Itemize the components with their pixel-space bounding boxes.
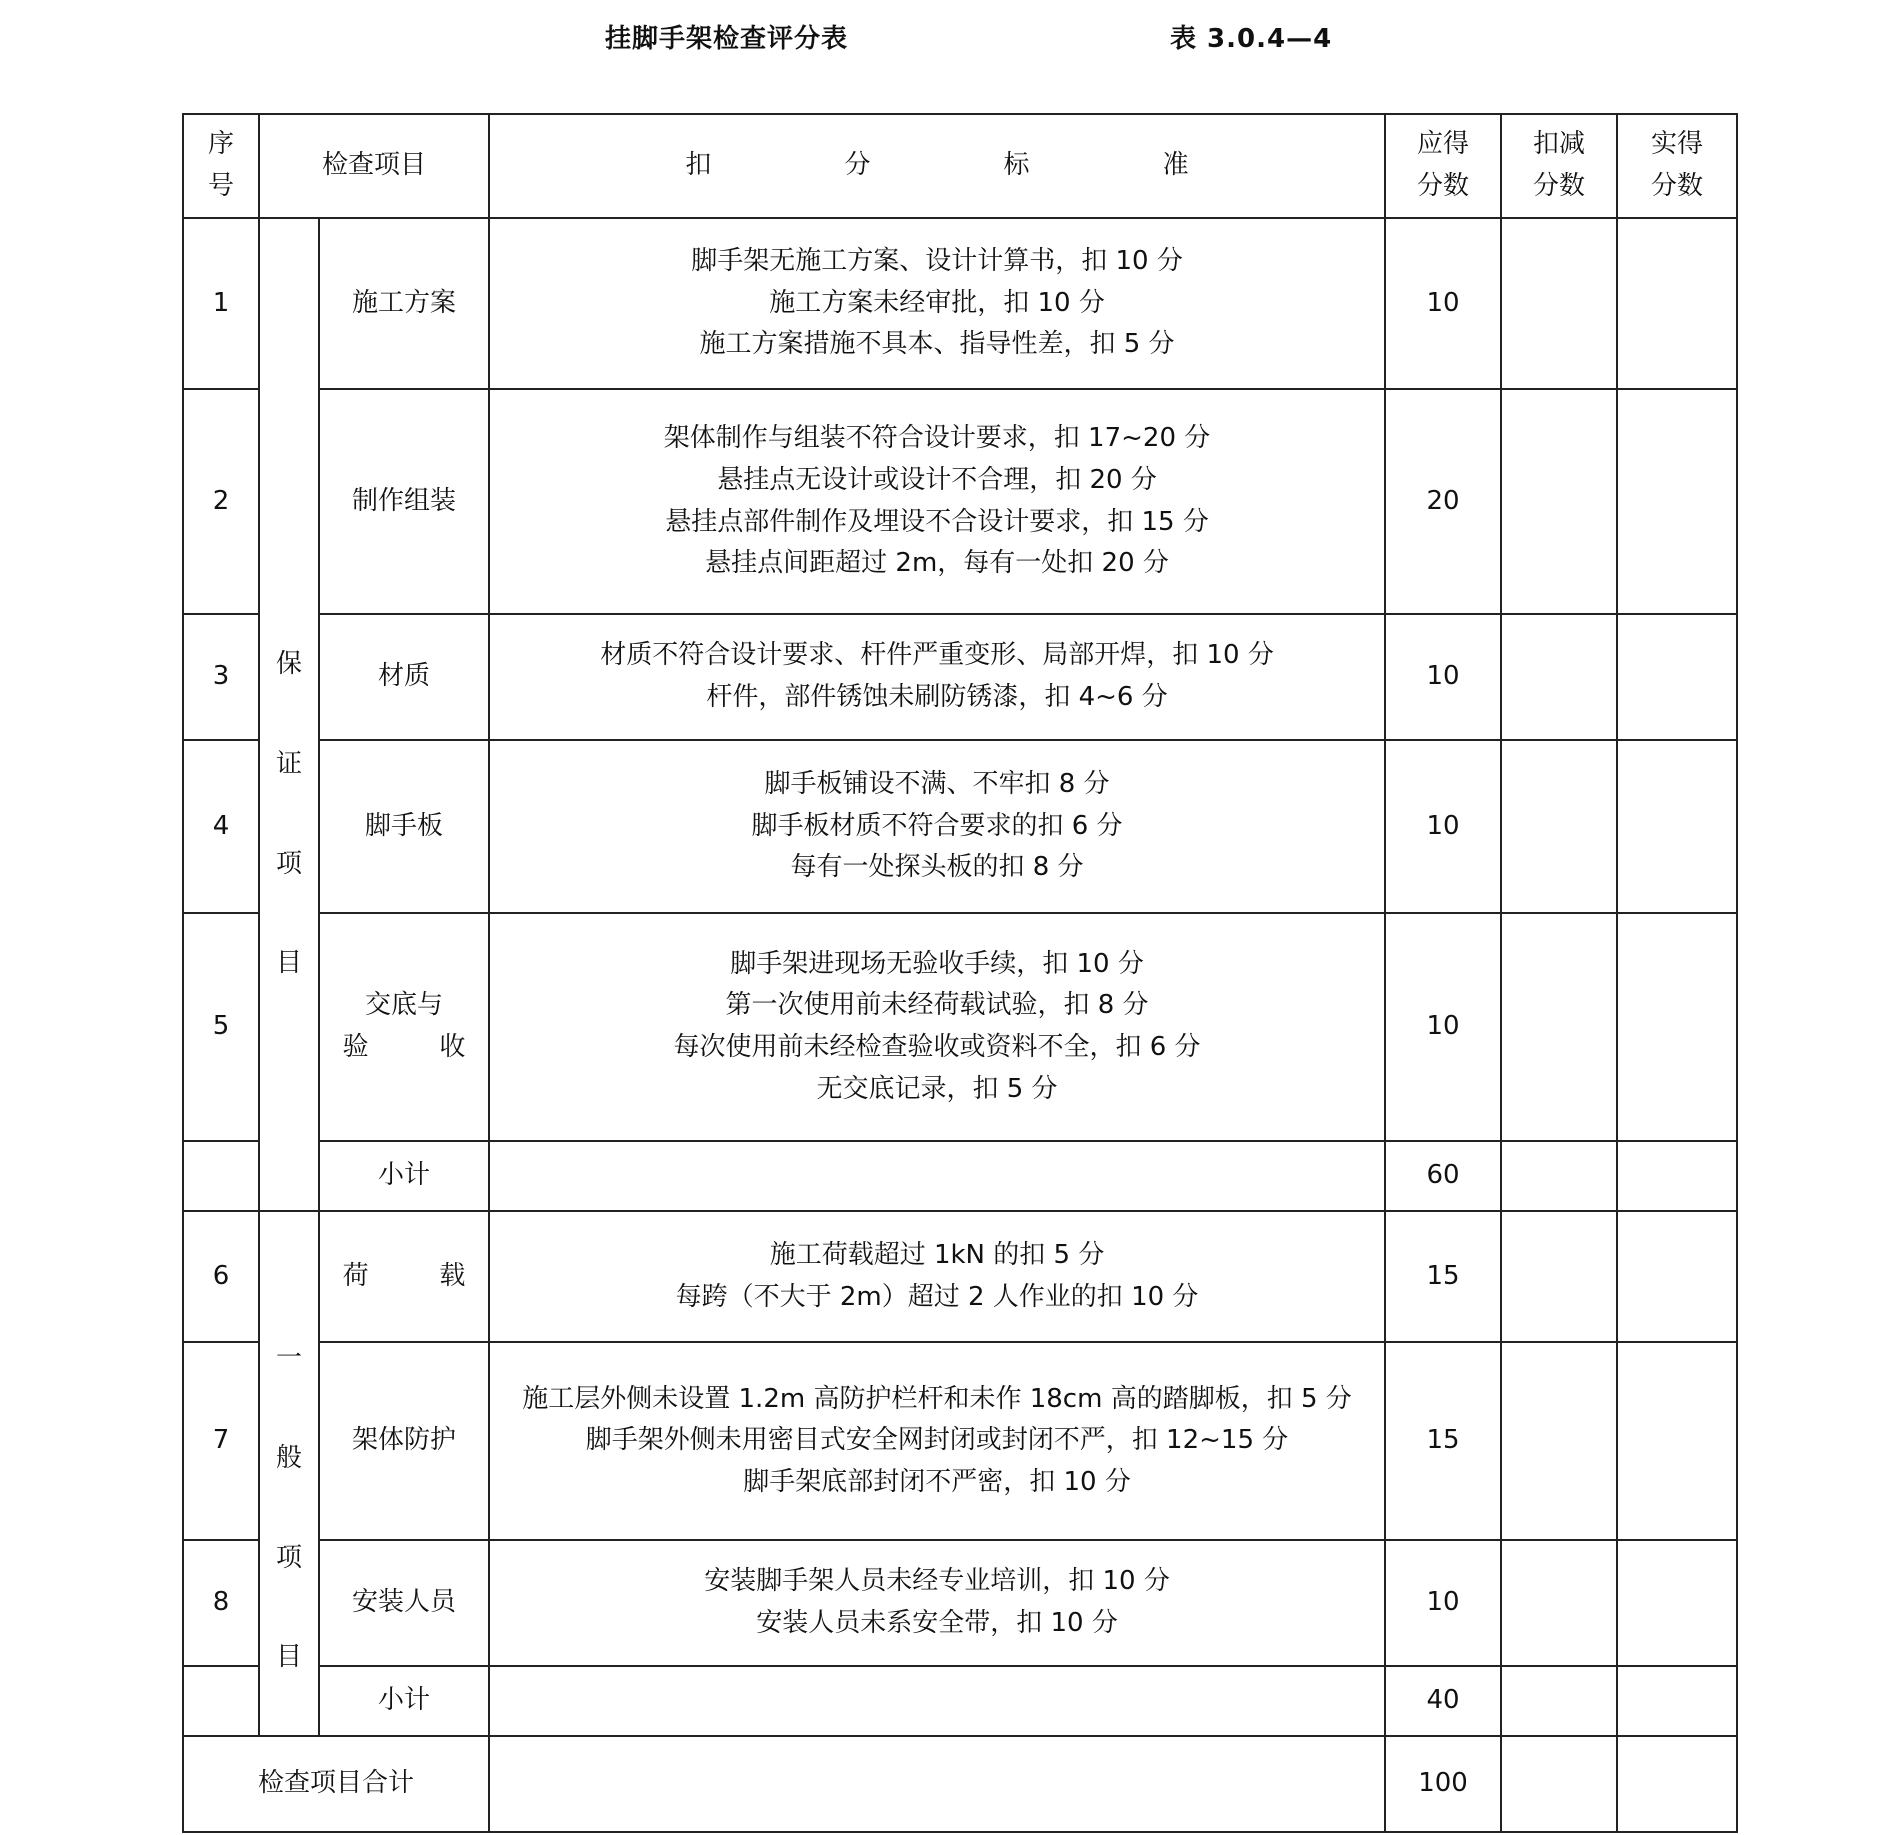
row-due-score: 10 [1385, 913, 1501, 1141]
row-item: 小计 [319, 1141, 489, 1211]
header-actual-score: 实得 分数 [1617, 114, 1737, 218]
row-item: 荷 载 [319, 1211, 489, 1342]
group-guarantee: 保 证 项 目 [259, 218, 319, 1211]
row-due-score: 10 [1385, 740, 1501, 913]
subtotal-row [183, 1666, 1737, 1736]
row-deduct-score [1501, 1211, 1617, 1342]
header-seq: 序 号 [183, 114, 259, 218]
header-standard: 扣 分 标 准 [489, 114, 1385, 218]
row-deduct-score [1501, 614, 1617, 740]
row-deduct-score [1501, 1540, 1617, 1666]
header-deduct-score: 扣减 分数 [1501, 114, 1617, 218]
table-row [183, 1342, 1737, 1540]
document-title: 挂脚手架检查评分表 [605, 24, 849, 54]
row-standards [489, 1736, 1385, 1832]
table-row [183, 1211, 1737, 1342]
row-seq: 6 [183, 1211, 259, 1342]
row-actual-score [1617, 1141, 1737, 1211]
row-seq: 7 [183, 1342, 259, 1540]
row-seq: 1 [183, 218, 259, 389]
row-item: 材质 [319, 614, 489, 740]
inspection-score-table [182, 113, 1738, 1833]
row-seq: 2 [183, 389, 259, 614]
row-deduct-score [1501, 1141, 1617, 1211]
row-due-score: 60 [1385, 1141, 1501, 1211]
table-row [183, 913, 1737, 1141]
row-standards [489, 1141, 1385, 1211]
row-standards [489, 1666, 1385, 1736]
row-deduct-score [1501, 913, 1617, 1141]
row-actual-score [1617, 218, 1737, 389]
header-item: 检查项目 [259, 114, 489, 218]
subtotal-row [183, 1141, 1737, 1211]
row-actual-score [1617, 1211, 1737, 1342]
table-row [183, 614, 1737, 740]
row-deduct-score [1501, 389, 1617, 614]
row-seq: 5 [183, 913, 259, 1141]
row-actual-score [1617, 740, 1737, 913]
row-standards: 脚手架无施工方案、设计计算书，扣 10 分 施工方案未经审批，扣 10 分 施工方案措施不具本、指导性差，扣 5 分 [489, 218, 1385, 389]
table-row [183, 1540, 1737, 1666]
row-due-score: 20 [1385, 389, 1501, 614]
row-due-score: 15 [1385, 1342, 1501, 1540]
row-standards: 材质不符合设计要求、杆件严重变形、局部开焊，扣 10 分 杆件，部件锈蚀未刷防锈漆，扣 4~6 分 [489, 614, 1385, 740]
row-item: 安装人员 [319, 1540, 489, 1666]
row-actual-score [1617, 614, 1737, 740]
row-item: 小计 [319, 1666, 489, 1736]
total-due-score: 100 [1385, 1736, 1501, 1832]
row-item: 交底与 验 收 [319, 913, 489, 1141]
row-actual-score [1617, 389, 1737, 614]
row-standards: 施工层外侧未设置 1.2m 高防护栏杆和未作 18cm 高的踏脚板，扣 5 分 脚手架外侧未用密目式安全网封闭或封闭不严，扣 12~15 分 脚手架底部封闭不严密，扣 10 分 [489, 1342, 1385, 1540]
row-item: 施工方案 [319, 218, 489, 389]
row-seq: 3 [183, 614, 259, 740]
row-standards: 脚手板铺设不满、不牢扣 8 分 脚手板材质不符合要求的扣 6 分 每有一处探头板的扣 8 分 [489, 740, 1385, 913]
row-standards: 施工荷载超过 1kN 的扣 5 分 每跨（不大于 2m）超过 2 人作业的扣 10 分 [489, 1211, 1385, 1342]
row-due-score: 10 [1385, 218, 1501, 389]
row-actual-score [1617, 1666, 1737, 1736]
row-seq: 8 [183, 1540, 259, 1666]
row-item: 脚手板 [319, 740, 489, 913]
row-item: 架体防护 [319, 1342, 489, 1540]
row-due-score: 10 [1385, 1540, 1501, 1666]
row-due-score: 40 [1385, 1666, 1501, 1736]
row-standards: 安装脚手架人员未经专业培训，扣 10 分 安装人员未系安全带，扣 10 分 [489, 1540, 1385, 1666]
row-actual-score [1617, 1540, 1737, 1666]
row-seq: 4 [183, 740, 259, 913]
row-deduct-score [1501, 1736, 1617, 1832]
row-standards: 脚手架进现场无验收手续，扣 10 分 第一次使用前未经荷载试验，扣 8 分 每次使用前未经检查验收或资料不全，扣 6 分 无交底记录，扣 5 分 [489, 913, 1385, 1141]
table-row [183, 740, 1737, 913]
row-deduct-score [1501, 1342, 1617, 1540]
row-seq [183, 1141, 259, 1211]
header-row [183, 114, 1737, 218]
row-deduct-score [1501, 740, 1617, 913]
row-deduct-score [1501, 218, 1617, 389]
total-row [183, 1736, 1737, 1832]
row-actual-score [1617, 1736, 1737, 1832]
table-code: 表 3.0.4—4 [1170, 24, 1333, 54]
row-standards: 架体制作与组装不符合设计要求，扣 17~20 分 悬挂点无设计或设计不合理，扣 20 分 悬挂点部件制作及埋设不合设计要求，扣 15 分 悬挂点间距超过 2m，每有一处扣 20 分 [489, 389, 1385, 614]
row-due-score: 15 [1385, 1211, 1501, 1342]
total-label: 检查项目合计 [183, 1736, 489, 1832]
header-due-score: 应得 分数 [1385, 114, 1501, 218]
table-row [183, 389, 1737, 614]
row-actual-score [1617, 1342, 1737, 1540]
row-deduct-score [1501, 1666, 1617, 1736]
table-row [183, 218, 1737, 389]
group-general: 一 般 项 目 [259, 1211, 319, 1736]
row-due-score: 10 [1385, 614, 1501, 740]
row-seq [183, 1666, 259, 1736]
row-item: 制作组装 [319, 389, 489, 614]
row-actual-score [1617, 913, 1737, 1141]
